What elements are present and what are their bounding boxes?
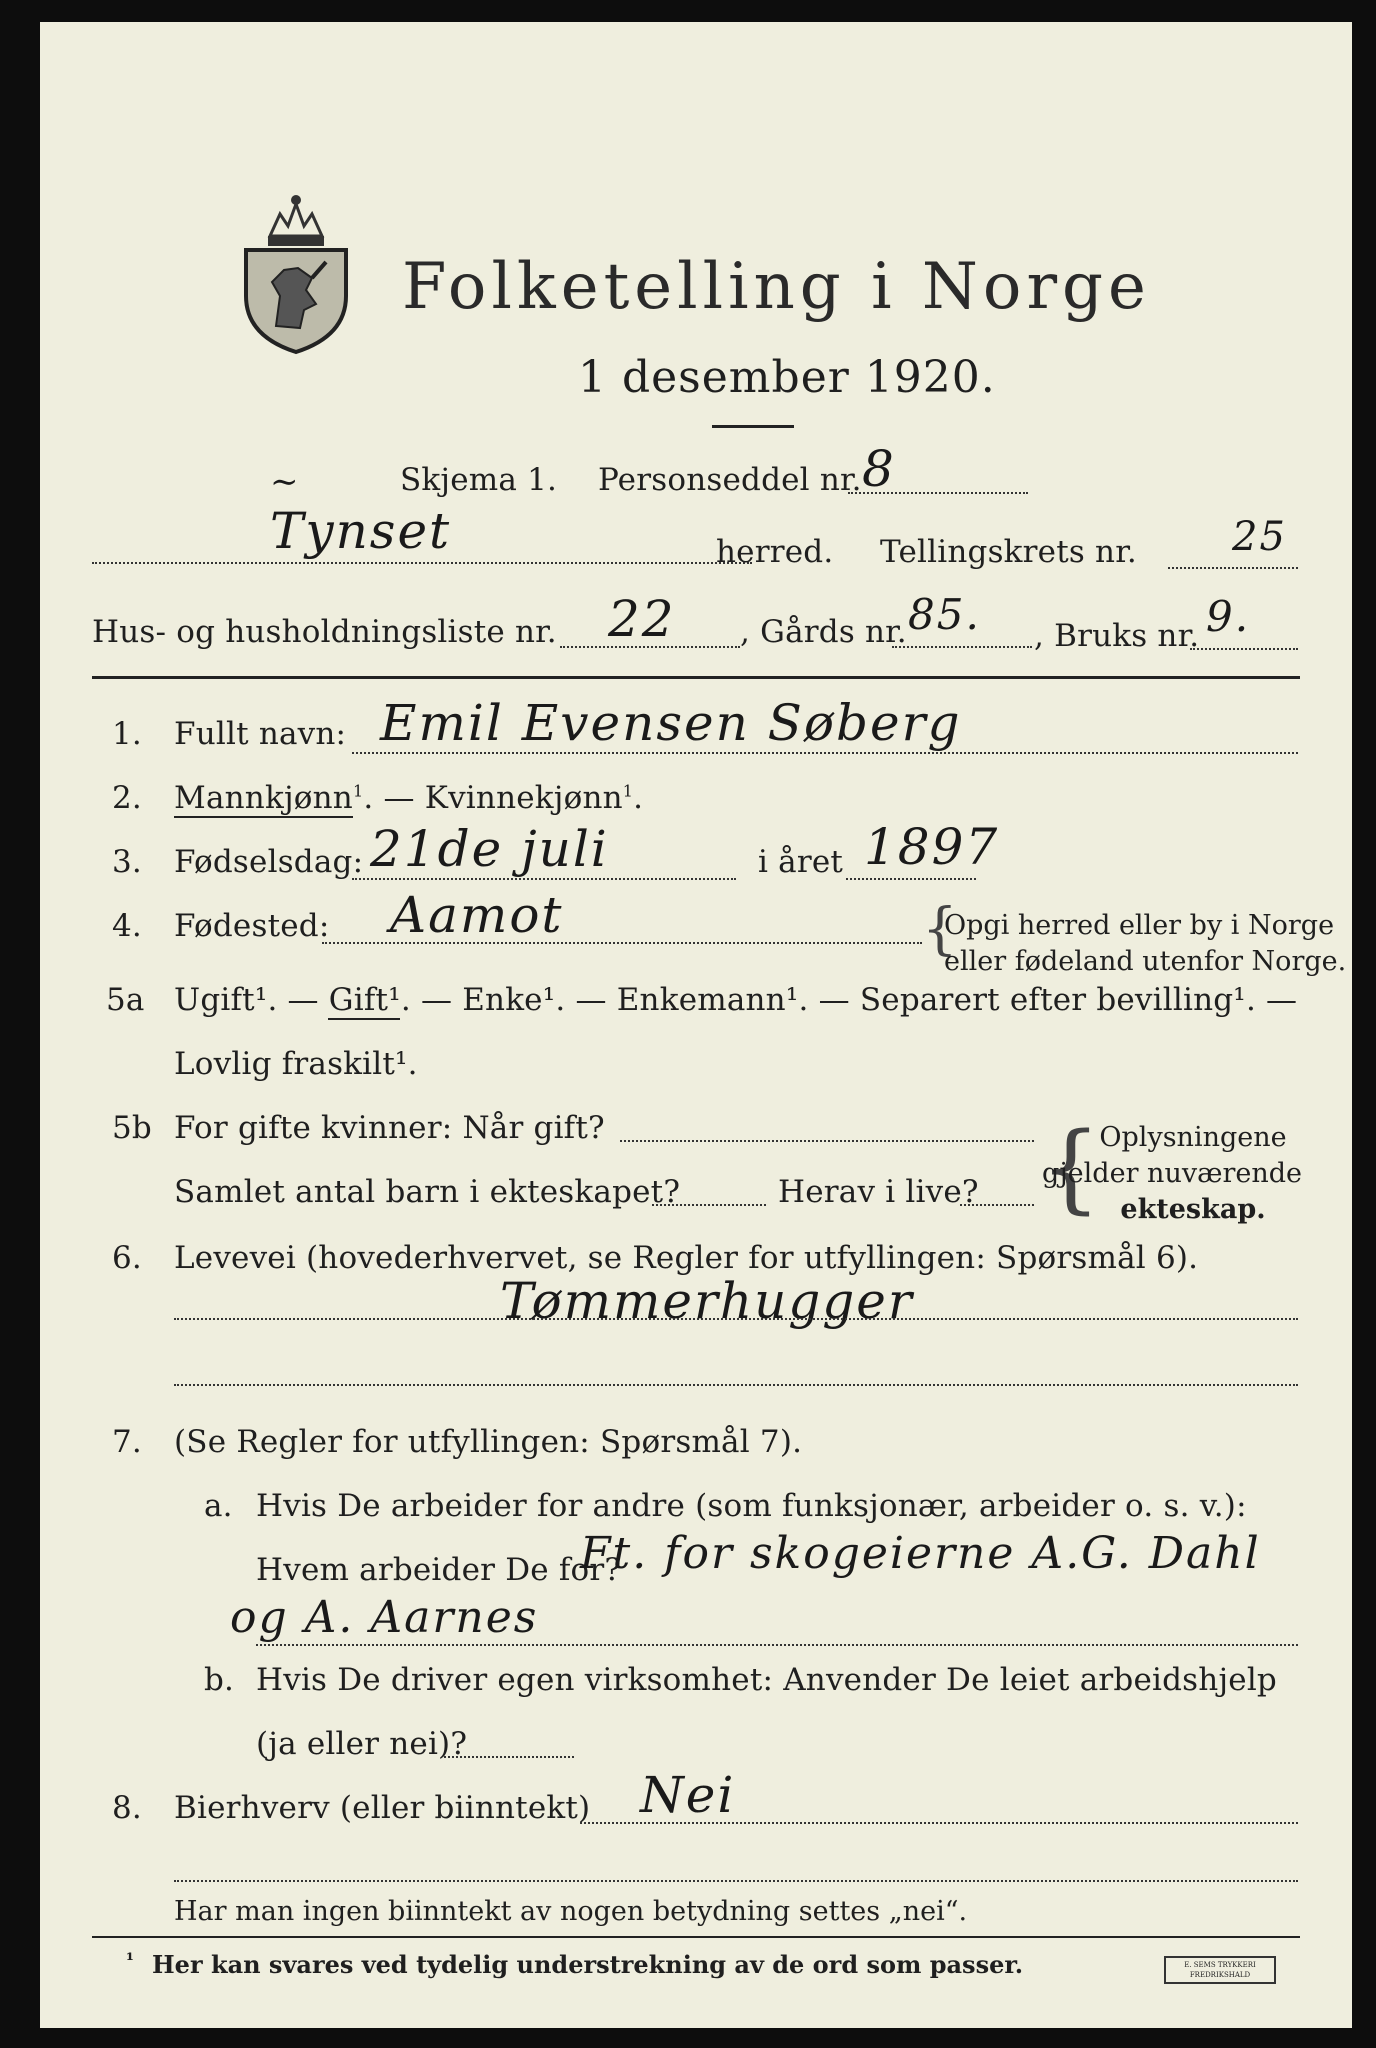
- q5b-children-label: Samlet antal barn i ekteskapet?: [174, 1174, 681, 1210]
- q5b-note-line2: gjelder nuværende: [1042, 1158, 1302, 1189]
- schema-label: Skjema 1.: [400, 462, 558, 498]
- q5b-note-line1: Oplysningene: [1099, 1122, 1287, 1153]
- q7a-line2: Hvem arbeider De for?: [256, 1552, 622, 1588]
- q5a-number: 5a: [106, 982, 145, 1018]
- q3-year-value: 1897: [864, 818, 1000, 876]
- q5b-line1: For gifte kvinner: Når gift?: [174, 1110, 605, 1146]
- title-divider: [712, 425, 794, 428]
- q5a-line2: Lovlig fraskilt¹.: [174, 1046, 418, 1082]
- q7b-line: [444, 1756, 574, 1758]
- q7b-line2: (ja eller nei)?: [256, 1726, 468, 1762]
- q2-female-option: Kvinnekjønn: [424, 780, 623, 816]
- q2-female-sup: 1: [622, 781, 634, 801]
- q2-number: 2.: [112, 780, 142, 816]
- bruks-line: [1190, 648, 1298, 650]
- tellingskrets-label: Tellingskrets nr.: [880, 534, 1137, 570]
- q3-year-label: i året: [758, 844, 844, 880]
- bruks-value: 9.: [1206, 592, 1251, 641]
- census-date: 1 desember 1920.: [578, 352, 996, 403]
- q8-line1: [580, 1822, 1298, 1824]
- q8-label: Bierhverv (eller biinntekt): [174, 1790, 591, 1826]
- herred-value: Tynset: [270, 502, 452, 560]
- census-form-page: [40, 22, 1352, 2028]
- bruks-label: , Bruks nr.: [1034, 618, 1200, 654]
- q5b-brace: {: [1040, 1112, 1102, 1224]
- footer-note: Har man ingen biinntekt av nogen betydning settes „nei“.: [174, 1896, 968, 1927]
- q5b-alive-line: [960, 1204, 1034, 1206]
- q4-label: Fødested:: [174, 908, 330, 944]
- header-rule: [92, 676, 1300, 679]
- q5b-married-line: [620, 1140, 1034, 1142]
- flourish-mark: ∼: [270, 462, 301, 502]
- q7b-line1: Hvis De driver egen virksomhet: Anvender De leiet arbeidshjelp: [256, 1662, 1277, 1698]
- q4-brace: {: [922, 897, 958, 962]
- footer-rule: [92, 1936, 1300, 1938]
- q3-day-line: [352, 878, 736, 880]
- q6-number: 6.: [112, 1240, 142, 1276]
- q4-note-line2: eller fødeland utenfor Norge.: [944, 946, 1347, 977]
- q6-label: Levevei (hovederhvervet, se Regler for utfyllingen: Spørsmål 6).: [174, 1240, 1199, 1276]
- q1-number: 1.: [112, 716, 142, 752]
- q5b-number: 5b: [112, 1110, 152, 1146]
- q2-options: [174, 780, 643, 816]
- q4-number: 4.: [112, 908, 142, 944]
- q3-label: Fødselsdag:: [174, 844, 364, 880]
- q7-label: (Se Regler for utfyllingen: Spørsmål 7).: [174, 1424, 803, 1460]
- liste-value: 22: [608, 590, 676, 648]
- personseddel-value: 8: [862, 440, 896, 498]
- herred-label: herred.: [716, 534, 834, 570]
- gards-label: , Gårds nr.: [740, 614, 907, 650]
- q3-birthday-value: 21de juli: [370, 820, 609, 878]
- q6-occupation-value: Tømmerhugger: [500, 1272, 914, 1330]
- form-title: Folketelling i Norge: [402, 250, 1151, 324]
- footnote-mark: ¹: [126, 1950, 134, 1971]
- q3-year-line: [846, 878, 976, 880]
- personseddel-line: [848, 492, 1028, 494]
- q7a-line1: Hvis De arbeider for andre (som funksjonær, arbeider o. s. v.):: [256, 1488, 1247, 1524]
- liste-line: [560, 646, 740, 648]
- herred-line: [92, 562, 752, 564]
- q7a-line: [256, 1644, 1298, 1646]
- q5b-alive-label: Herav i live?: [778, 1174, 979, 1210]
- q4-note-line1: Opgi herred eller by i Norge: [944, 910, 1335, 941]
- q5b-note-line3: ekteskap.: [1120, 1194, 1266, 1225]
- q4-line: [322, 942, 922, 944]
- q7a-employer-value1: Ft. for skogeierne A.G. Dahl: [580, 1528, 1261, 1579]
- q4-birthplace-value: Aamot: [390, 886, 564, 944]
- q6-line2: [174, 1384, 1298, 1386]
- q1-line: [352, 752, 1298, 754]
- gards-line: [892, 646, 1032, 648]
- q1-full-name-value: Emil Evensen Søberg: [380, 694, 962, 752]
- tellingskrets-line: [1168, 567, 1298, 569]
- gards-value: 85.: [908, 590, 981, 639]
- footnote-text: Her kan svares ved tydelig understrekning av de ord som passer.: [152, 1950, 1024, 1979]
- q7b-letter: b.: [204, 1662, 235, 1698]
- q8-value: Nei: [640, 1766, 736, 1824]
- q3-number: 3.: [112, 844, 142, 880]
- q7a-letter: a.: [204, 1488, 233, 1524]
- coat-of-arms-icon: [240, 186, 352, 356]
- q7-number: 7.: [112, 1424, 142, 1460]
- q5a-gift-underline: [328, 1018, 400, 1020]
- tellingskrets-value: 25: [1232, 514, 1287, 560]
- q5b-children-line: [652, 1204, 766, 1206]
- q5a-line1: Ugift¹. — Gift¹. — Enke¹. — Enkemann¹. — Separert efter bevilling¹. —: [174, 982, 1298, 1018]
- q2-separator: . —: [363, 780, 425, 816]
- q2-end: .: [633, 780, 644, 816]
- personseddel-label: Personseddel nr.: [598, 462, 862, 498]
- q2-male-option: Mannkjønn: [174, 780, 353, 816]
- q8-line2: [174, 1880, 1298, 1882]
- q1-label: Fullt navn:: [174, 716, 347, 752]
- printer-stamp: E. SEMS TRYKKERI FREDRIKSHALD: [1164, 1956, 1276, 1984]
- liste-label: Hus- og husholdningsliste nr.: [92, 614, 557, 650]
- q6-line1: [174, 1318, 1298, 1320]
- q2-male-sup: 1: [352, 781, 364, 801]
- q7a-employer-value2: og A. Aarnes: [230, 1592, 539, 1643]
- q8-number: 8.: [112, 1790, 142, 1826]
